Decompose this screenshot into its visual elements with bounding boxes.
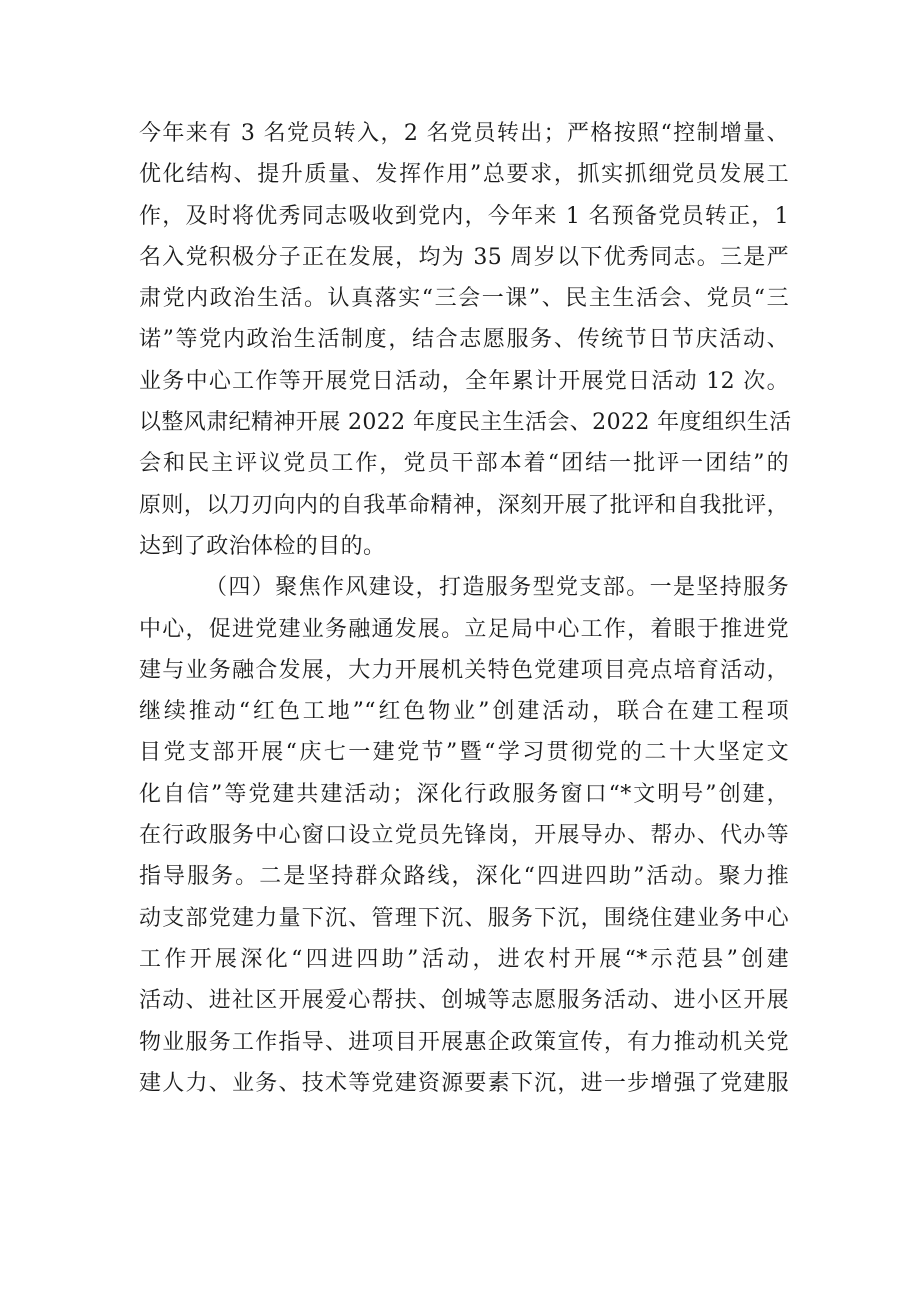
text-line: 化自信”等党建共建活动；深化行政服务窗口“*文明号”创建， xyxy=(139,781,789,807)
text-line: 物业服务工作指导、进项目开展惠企政策宣传，有力推动机关党 xyxy=(139,1029,789,1055)
text-line: 在行政服务中心窗口设立党员先锋岗，开展导办、帮办、代办等 xyxy=(139,823,789,849)
text-line: 建人力、业务、技术等党建资源要素下沉，进一步增强了党建服 xyxy=(139,1070,789,1096)
text-line: 肃党内政治生活。认真落实“三会一课”、民主生活会、党员“三 xyxy=(139,286,789,312)
text-line: 工作开展深化“四进四助”活动，进农村开展“*示范县”创建 xyxy=(139,946,789,972)
section-heading-line: （四）聚焦作风建设，打造服务型党支部。一是坚持服务 xyxy=(205,575,789,601)
text-line: 指导服务。二是坚持群众路线，深化“四进四助”活动。聚力推 xyxy=(139,864,789,890)
text-line: 诺”等党内政治生活制度，结合志愿服务、传统节日节庆活动、 xyxy=(139,327,789,353)
body-text xyxy=(139,113,792,1104)
text-line: 业务中心工作等开展党日活动，全年累计开展党日活动 12 次。 xyxy=(139,368,789,394)
text-line: 名入党积极分子正在发展，均为 35 周岁以下优秀同志。三是严 xyxy=(139,244,789,270)
text-line: 作，及时将优秀同志吸收到党内，今年来 1 名预备党员转正，1 xyxy=(139,203,789,229)
text-line: 活动、进社区开展爱心帮扶、创城等志愿服务活动、进小区开展 xyxy=(139,988,789,1014)
text-line: 动支部党建力量下沉、管理下沉、服务下沉，围绕住建业务中心 xyxy=(139,905,789,931)
text-line: 今年来有 3 名党员转入，2 名党员转出；严格按照“控制增量、 xyxy=(139,121,789,146)
text-line: 原则，以刀刃向内的自我革命精神，深刻开展了批评和自我批评， xyxy=(139,492,789,518)
text-line: 优化结构、提升质量、发挥作用”总要求，抓实抓细党员发展工 xyxy=(139,162,789,188)
text-line: 继续推动“红色工地”“红色物业”创建活动，联合在建工程项 xyxy=(139,699,789,725)
text-line: 建与业务融合发展，大力开展机关特色党建项目亮点培育活动， xyxy=(139,657,789,683)
text-line: 以整风肃纪精神开展 2022 年度民主生活会、2022 年度组织生活 xyxy=(139,410,792,436)
text-line: 中心，促进党建业务融通发展。立足局中心工作，着眼于推进党 xyxy=(139,616,789,642)
text-line: 会和民主评议党员工作，党员干部本着“团结一批评一团结”的 xyxy=(139,451,789,477)
text-line: 目党支部开展“庆七一建党节”暨“学习贯彻党的二十大坚定文 xyxy=(139,740,789,766)
paragraph-end-line: 达到了政治体检的目的。 xyxy=(139,533,386,559)
